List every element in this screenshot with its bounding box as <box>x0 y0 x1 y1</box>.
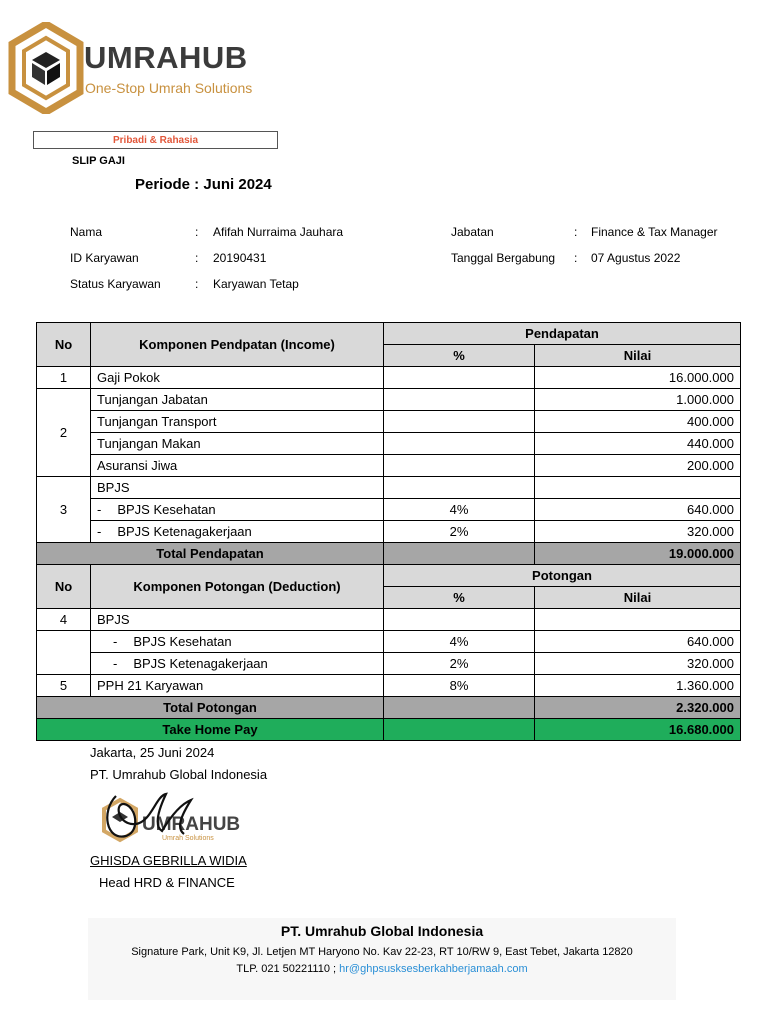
signature-icon <box>96 786 246 856</box>
umrahub-logo-icon <box>8 22 84 114</box>
deduction-header-component: Komponen Potongan (Deduction) <box>91 565 384 609</box>
sign-company: PT. Umrahub Global Indonesia <box>90 767 268 782</box>
row-value <box>535 609 741 631</box>
income-header-pct: % <box>384 345 535 367</box>
joined-label: Tanggal Bergabung <box>451 251 556 265</box>
brand-name: UMRAHUB <box>84 40 248 75</box>
row-label-cell <box>91 521 384 543</box>
table-row <box>37 477 741 499</box>
income-header-value: Nilai <box>535 345 741 367</box>
separator: : <box>195 225 199 239</box>
row-label: BPJS <box>91 477 384 499</box>
row-pct <box>384 455 535 477</box>
bullet: - <box>113 656 118 671</box>
table-row <box>37 675 741 697</box>
table-row <box>37 367 741 389</box>
total-income-label: Total Pendapatan <box>37 543 384 565</box>
table-row <box>37 653 741 675</box>
row-label: BPJS <box>91 609 384 631</box>
table-row <box>37 389 741 411</box>
row-label: PPH 21 Karyawan <box>91 675 384 697</box>
row-value: 640.000 <box>535 499 741 521</box>
row-no <box>37 631 91 675</box>
footer-contact <box>88 963 676 975</box>
row-pct <box>384 433 535 455</box>
status-value: Karyawan Tetap <box>213 277 299 291</box>
row-pct: 2% <box>384 653 535 675</box>
row-pct <box>384 367 535 389</box>
table-row <box>37 455 741 477</box>
position-label: Jabatan <box>451 225 494 239</box>
row-pct: 4% <box>384 631 535 653</box>
row-value: 320.000 <box>535 521 741 543</box>
deduction-header-no: No <box>37 565 91 609</box>
row-no: 1 <box>37 367 91 389</box>
separator: : <box>574 225 578 239</box>
row-label: BPJS Ketenagakerjaan <box>133 656 268 671</box>
table-row <box>37 609 741 631</box>
row-pct <box>384 609 535 631</box>
take-home-value: 16.680.000 <box>535 719 741 741</box>
row-label: Asuransi Jiwa <box>91 455 384 477</box>
status-label: Status Karyawan <box>70 277 161 291</box>
position-value: Finance & Tax Manager <box>591 225 718 239</box>
row-no: 4 <box>37 609 91 631</box>
brand-tagline: One-Stop Umrah Solutions <box>85 80 253 96</box>
id-label: ID Karyawan <box>70 251 139 265</box>
total-income-row <box>37 543 741 565</box>
separator: : <box>195 251 199 265</box>
income-header-no: No <box>37 323 91 367</box>
signer-role: Head HRD & FINANCE <box>99 875 235 890</box>
row-label-cell <box>91 653 384 675</box>
row-value: 1.000.000 <box>535 389 741 411</box>
table-row <box>37 433 741 455</box>
row-label: Tunjangan Jabatan <box>91 389 384 411</box>
row-label: BPJS Kesehatan <box>117 502 216 517</box>
svg-text:Umrah Solutions: Umrah Solutions <box>162 835 214 842</box>
row-value: 16.000.000 <box>535 367 741 389</box>
total-deduction-value: 2.320.000 <box>535 697 741 719</box>
bullet: - <box>97 502 102 517</box>
footer-phone: TLP. 021 50221110 ; <box>236 963 337 975</box>
row-no: 5 <box>37 675 91 697</box>
income-header-component: Komponen Pendpatan (Income) <box>91 323 384 367</box>
bullet: - <box>113 634 118 649</box>
total-deduction-row <box>37 697 741 719</box>
sign-place-date: Jakarta, 25 Juni 2024 <box>90 745 215 760</box>
row-label: Tunjangan Makan <box>91 433 384 455</box>
separator: : <box>195 277 199 291</box>
deduction-header-group: Potongan <box>384 565 741 587</box>
row-label: Gaji Pokok <box>91 367 384 389</box>
row-no: 2 <box>37 389 91 477</box>
row-value: 200.000 <box>535 455 741 477</box>
row-pct: 8% <box>384 675 535 697</box>
row-value: 640.000 <box>535 631 741 653</box>
table-row <box>37 499 741 521</box>
row-label-cell <box>91 631 384 653</box>
footer-address: Signature Park, Unit K9, Jl. Letjen MT Haryono No. Kav 22-23, RT 10/RW 9, East Tebet, Jakarta 12820 <box>131 946 633 958</box>
total-income-value: 19.000.000 <box>535 543 741 565</box>
separator: : <box>574 251 578 265</box>
total-income-pct <box>384 543 535 565</box>
name-label: Nama <box>70 225 103 239</box>
row-pct <box>384 411 535 433</box>
take-home-row <box>37 719 741 741</box>
footer-company: PT. Umrahub Global Indonesia <box>280 923 484 939</box>
row-value: 1.360.000 <box>535 675 741 697</box>
row-value: 440.000 <box>535 433 741 455</box>
row-label-cell <box>91 499 384 521</box>
svg-text:UMRAHUB: UMRAHUB <box>142 814 241 835</box>
row-label: Tunjangan Transport <box>91 411 384 433</box>
row-value: 400.000 <box>535 411 741 433</box>
doc-title: SLIP GAJI <box>72 155 125 167</box>
row-label: BPJS Ketenagakerjaan <box>117 524 252 539</box>
signature-stamp <box>96 786 246 856</box>
salary-table <box>36 322 741 741</box>
total-deduction-pct <box>384 697 535 719</box>
signer-name: GHISDA GEBRILLA WIDIA <box>90 853 247 868</box>
row-value <box>535 477 741 499</box>
deduction-header-pct: % <box>384 587 535 609</box>
income-header-group: Pendapatan <box>384 323 741 345</box>
take-home-pct <box>384 719 535 741</box>
bullet: - <box>97 524 102 539</box>
table-row <box>37 411 741 433</box>
deduction-header-value: Nilai <box>535 587 741 609</box>
table-row <box>37 631 741 653</box>
total-deduction-label: Total Potongan <box>37 697 384 719</box>
table-row <box>37 521 741 543</box>
row-pct: 4% <box>384 499 535 521</box>
take-home-label: Take Home Pay <box>37 719 384 741</box>
row-label: BPJS Kesehatan <box>133 634 232 649</box>
period-title: Periode : Juni 2024 <box>135 176 272 193</box>
row-pct: 2% <box>384 521 535 543</box>
joined-value: 07 Agustus 2022 <box>591 251 681 265</box>
row-pct <box>384 477 535 499</box>
row-no: 3 <box>37 477 91 543</box>
row-value: 320.000 <box>535 653 741 675</box>
name-value: Afifah Nurraima Jauhara <box>213 225 344 239</box>
footer-email[interactable]: hr@ghpsusksesberkahberjamaah.com <box>339 963 528 975</box>
id-value: 20190431 <box>213 251 267 265</box>
row-pct <box>384 389 535 411</box>
confidential-label: Pribadi & Rahasia <box>33 131 278 149</box>
